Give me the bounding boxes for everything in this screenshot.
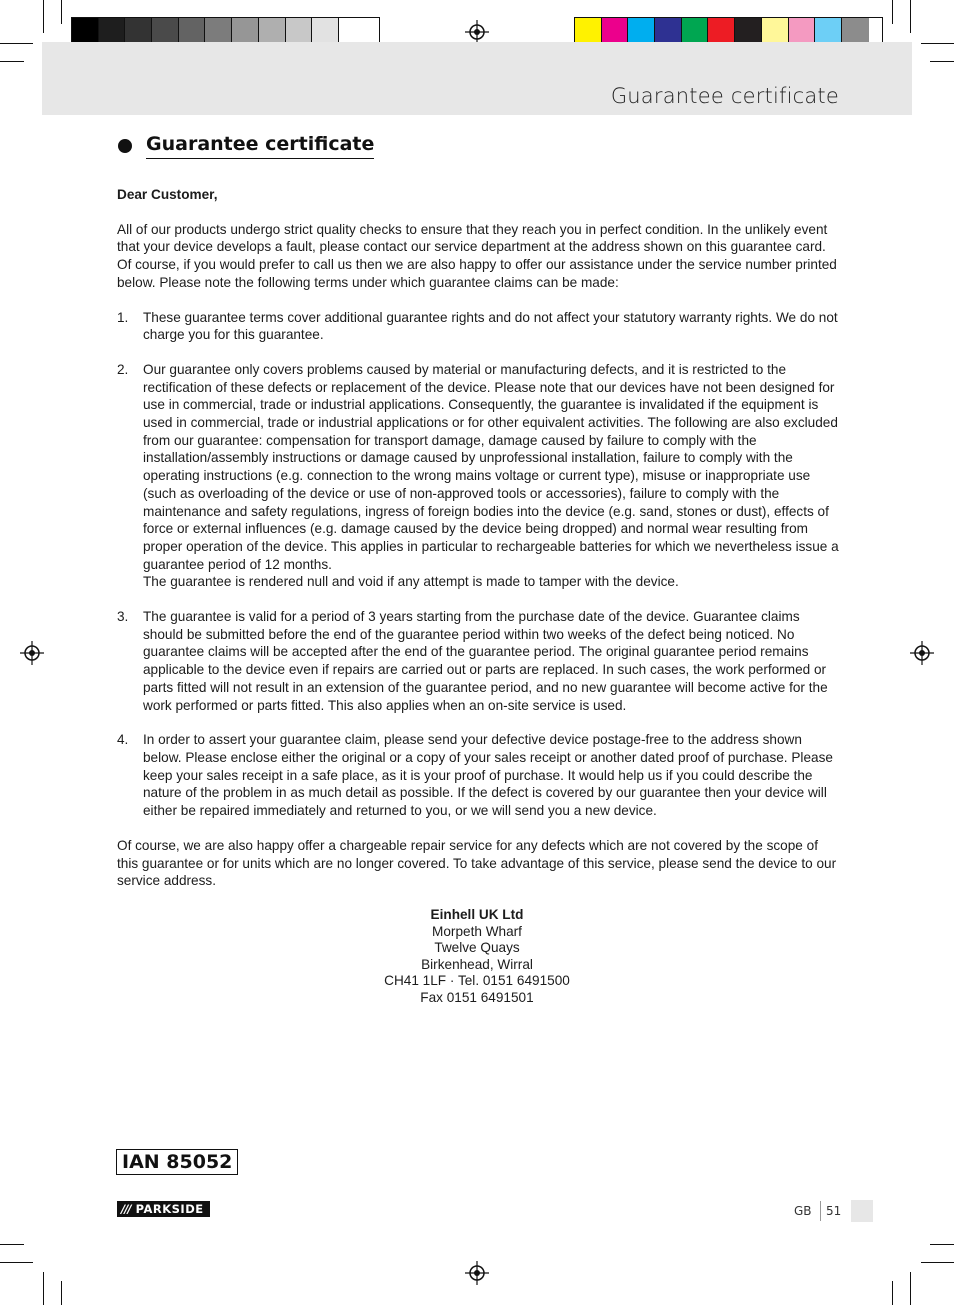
crop-mark [921,1262,954,1263]
item-number: 3. [117,609,129,625]
letter-body [117,186,841,1006]
registration-mark-icon [20,641,44,665]
address-line: Twelve Quays [434,940,520,956]
crop-mark [930,1244,954,1245]
crop-mark [0,61,24,62]
address-line: Birkenhead, Wirral [421,956,533,972]
crop-mark [0,1262,33,1263]
gray-scale-bar [71,17,380,45]
color-swatch [179,18,206,44]
item-number: 2. [117,361,129,377]
item-text: In order to assert your guarantee claim, please send your defective device postage-free to the address shown below. Please enclose either the original or a copy of your sales receipt or another dated proof of purchase. Please keep your sales receipt in a safe place, as it is your proof of purchase. It would help us if you could describe the nature of the problem in as much detail as possible. If the defect is covered by our guarantee then your device will either be repaired immediately and returned to you, or we will send you a new device. [143,732,833,819]
list-item [117,309,841,344]
color-swatch [99,18,126,44]
crop-mark [61,1281,62,1305]
crop-mark [921,43,954,44]
closing-paragraph: Of course, we are also happy offer a chargeable repair service for any defects which are not covered by the scope of this guarantee or for units which are no longer covered. To take advantage of this service, please send the device to our service address. [117,837,837,889]
parkside-logo [117,1201,210,1217]
page-number: 51 [826,1204,842,1218]
color-swatch [232,18,259,44]
crop-mark [61,0,62,24]
color-swatch [205,18,232,44]
color-control-bar [574,17,883,45]
color-swatch [72,18,99,44]
color-swatch [152,18,179,44]
color-swatch [259,18,286,44]
intro-paragraph: All of our products undergo strict quality checks to ensure that they reach you in perfect condition. In the unlikely event that your device develops a fault, please contact our service department at the address shown on this guarantee card. Of course, if you would prefer to call us then we are also happy to offer our assistance under the service number printed below. Please note the following terms under which guarantee claims can be made: [117,221,837,290]
color-swatch [312,18,339,44]
crop-mark [0,1244,24,1245]
item-number: 4. [117,732,129,748]
registration-mark-icon [465,20,489,44]
crop-mark [892,1281,893,1305]
color-swatch [682,18,709,44]
color-swatch [339,18,366,44]
address-line: Fax 0151 6491501 [420,989,534,1005]
header-title: Guarantee certificate [610,84,839,108]
item-text: These guarantee terms cover additional guarantee rights and do not affect your statutory warranty rights. We do not charge you for this guarantee. [143,309,838,343]
color-swatch [735,18,762,44]
registration-mark-icon [465,1261,489,1285]
item-note: The guarantee is rendered null and void if any attempt is made to tamper with the device. [143,574,679,590]
color-swatch [815,18,842,44]
crop-mark [910,1272,911,1305]
color-swatch [286,18,313,44]
crop-mark [43,0,44,33]
footer-divider [820,1201,821,1221]
logo-slashes: /// [121,1202,131,1216]
registration-mark-icon [910,641,934,665]
item-text: The guarantee is valid for a period of 3 years starting from the purchase date of the device. Guarantee claims should be submitted before the end of the guarantee period within two weeks of the defect being noticed. No guarantee claims will be accepted after the end of the guarantee period. The original guarantee period remains applicable to the device even if repairs are carried out or parts are replaced. In such cases, the work performed or parts fitted will not result in an extension of the guarantee period, and no new guarantee will become active for the work performed or parts fitted. This also applies when an on-site service is used. [143,609,828,713]
section-title: Guarantee certificate [146,133,374,159]
color-swatch [842,18,869,44]
color-swatch [762,18,789,44]
crop-mark [0,43,33,44]
company-name: Einhell UK Ltd [430,906,524,922]
greeting: Dear Customer, [117,187,218,202]
ian-number: IAN 85052 [116,1149,238,1175]
color-swatch [575,18,602,44]
list-item [117,608,841,714]
list-item [117,361,841,591]
color-swatch [655,18,682,44]
color-swatch [125,18,152,44]
item-number: 1. [117,309,129,325]
address-line: Morpeth Wharf [432,923,522,939]
crop-mark [910,0,911,33]
list-item [117,731,841,820]
crop-mark [930,61,954,62]
color-swatch [708,18,735,44]
logo-brand: PARKSIDE [135,1202,204,1216]
crop-mark [43,1272,44,1305]
color-swatch [628,18,655,44]
crop-mark [892,0,893,24]
service-address [117,907,837,1007]
color-swatch [789,18,816,44]
item-text: Our guarantee only covers problems caused by material or manufacturing defects, and it is restricted to the rectification of these defects or replacement of the device. Please note that our devices have not been designed for use in commercial, trade or industrial applications. Consequently, the guarantee is invalidated if the equipment is used in commercial, trade or industrial applications or for other equivalent activities. The following are also excluded from our guarantee: compensation for transport damage, damage caused by failure to comply with the installation/assembly instructions or damage caused by unprofessional installation, failure to comply with the operating instructions (e.g. connection to the wrong mains voltage or current type), misuse or inappropriate use (such as overloading of the device or use of non-approved tools or accessories), failure to comply with the maintenance and safety regulations, ingress of foreign bodies into the device (e.g. sand, stones or dust), effects of force or external influences (e.g. damage caused by the device being dropped) and normal wear resulting from proper operation of the device. This applies in particular to rechargeable batteries for which we nevertheless issue a guarantee period of 12 months. [143,361,839,572]
footer-tab [851,1200,873,1222]
language-code: GB [794,1204,812,1218]
color-swatch [602,18,629,44]
address-line: CH41 1LF · Tel. 0151 6491500 [384,973,570,989]
bullet-icon [118,139,132,153]
section-heading [118,133,374,159]
